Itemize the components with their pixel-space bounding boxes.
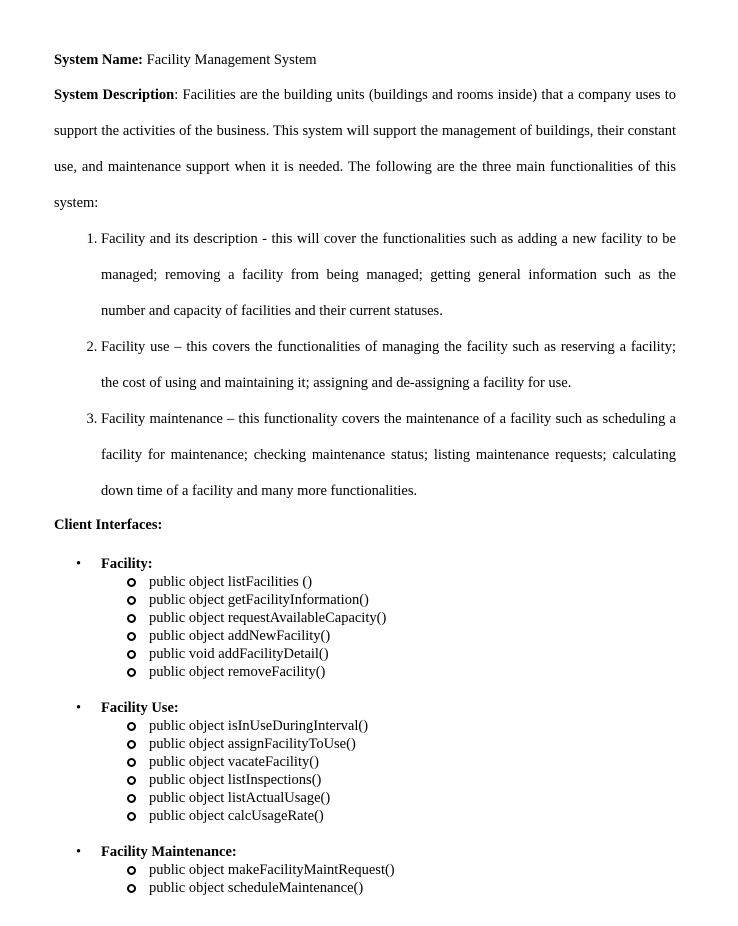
circle-bullet-icon (127, 776, 136, 785)
system-name-label: System Name: (54, 52, 143, 68)
circle-bullet-icon (127, 614, 136, 623)
interface-group-title: Facility Maintenance: (101, 844, 237, 860)
interface-group-facility (54, 555, 676, 681)
circle-bullet-icon (127, 650, 136, 659)
circle-bullet-icon (127, 578, 136, 587)
circle-bullet-icon (127, 758, 136, 767)
method-item: public object calcUsageRate() (149, 807, 676, 825)
method-item: public object scheduleMaintenance() (149, 879, 676, 897)
method-item: public object assignFacilityToUse() (149, 735, 676, 753)
circle-bullet-icon (127, 794, 136, 803)
circle-bullet-icon (127, 812, 136, 821)
method-item: public object vacateFacility() (149, 753, 676, 771)
bullet-icon: • (76, 844, 82, 860)
method-item: public object isInUseDuringInterval() (149, 717, 676, 735)
client-interfaces-heading: Client Interfaces: (54, 517, 163, 533)
circle-bullet-icon (127, 668, 136, 677)
method-item: public object makeFacilityMaintRequest() (149, 861, 676, 879)
method-item: public object listFacilities () (149, 573, 676, 591)
circle-bullet-icon (127, 740, 136, 749)
method-item: public void addFacilityDetail() (149, 645, 676, 663)
circle-bullet-icon (127, 866, 136, 875)
method-item: public object addNewFacility() (149, 627, 676, 645)
functionality-list (54, 221, 676, 509)
functionality-item: 3. Facility maintenance – this functionality covers the maintenance of a facility such as scheduling a facility for maintenance; checking maintenance status; listing maintenance requests; calculating down time of a facility and many more functionalities. (101, 401, 676, 509)
document-page (54, 50, 676, 897)
circle-bullet-icon (127, 596, 136, 605)
method-list (101, 717, 676, 825)
circle-bullet-icon (127, 884, 136, 893)
system-description-text: : Facilities are the building units (buildings and rooms inside) that a company uses to support the activities of the business. This system will support the management of buildings, their constant use, and maintenance support when it is needed. The following are the three main functionalities of this system: (54, 87, 676, 211)
functionality-item: 2. Facility use – this covers the functionalities of managing the facility such as reserving a facility; the cost of using and maintaining it; assigning and de-assigning a facility for use. (101, 329, 676, 401)
interface-group-title: Facility Use: (101, 700, 179, 716)
method-item: public object removeFacility() (149, 663, 676, 681)
circle-bullet-icon (127, 722, 136, 731)
system-name-line (54, 50, 676, 70)
bullet-icon: • (76, 700, 82, 716)
method-list (101, 861, 676, 897)
system-description-label: System Description (54, 87, 175, 103)
method-item: public object listActualUsage() (149, 789, 676, 807)
interface-group-facility-use (54, 699, 676, 825)
bullet-icon: • (76, 556, 82, 572)
interface-group-facility-maintenance (54, 843, 676, 897)
method-item: public object requestAvailableCapacity() (149, 609, 676, 627)
system-description (54, 77, 676, 221)
system-name-value: Facility Management System (146, 52, 317, 68)
functionality-item: 1. Facility and its description - this will cover the functionalities such as adding a new facility to be managed; removing a facility from being managed; getting general information such as the number and capacity of facilities and their current statuses. (101, 221, 676, 329)
circle-bullet-icon (127, 632, 136, 641)
interface-group-title: Facility: (101, 556, 153, 572)
method-list (101, 573, 676, 681)
method-item: public object listInspections() (149, 771, 676, 789)
method-item: public object getFacilityInformation() (149, 591, 676, 609)
